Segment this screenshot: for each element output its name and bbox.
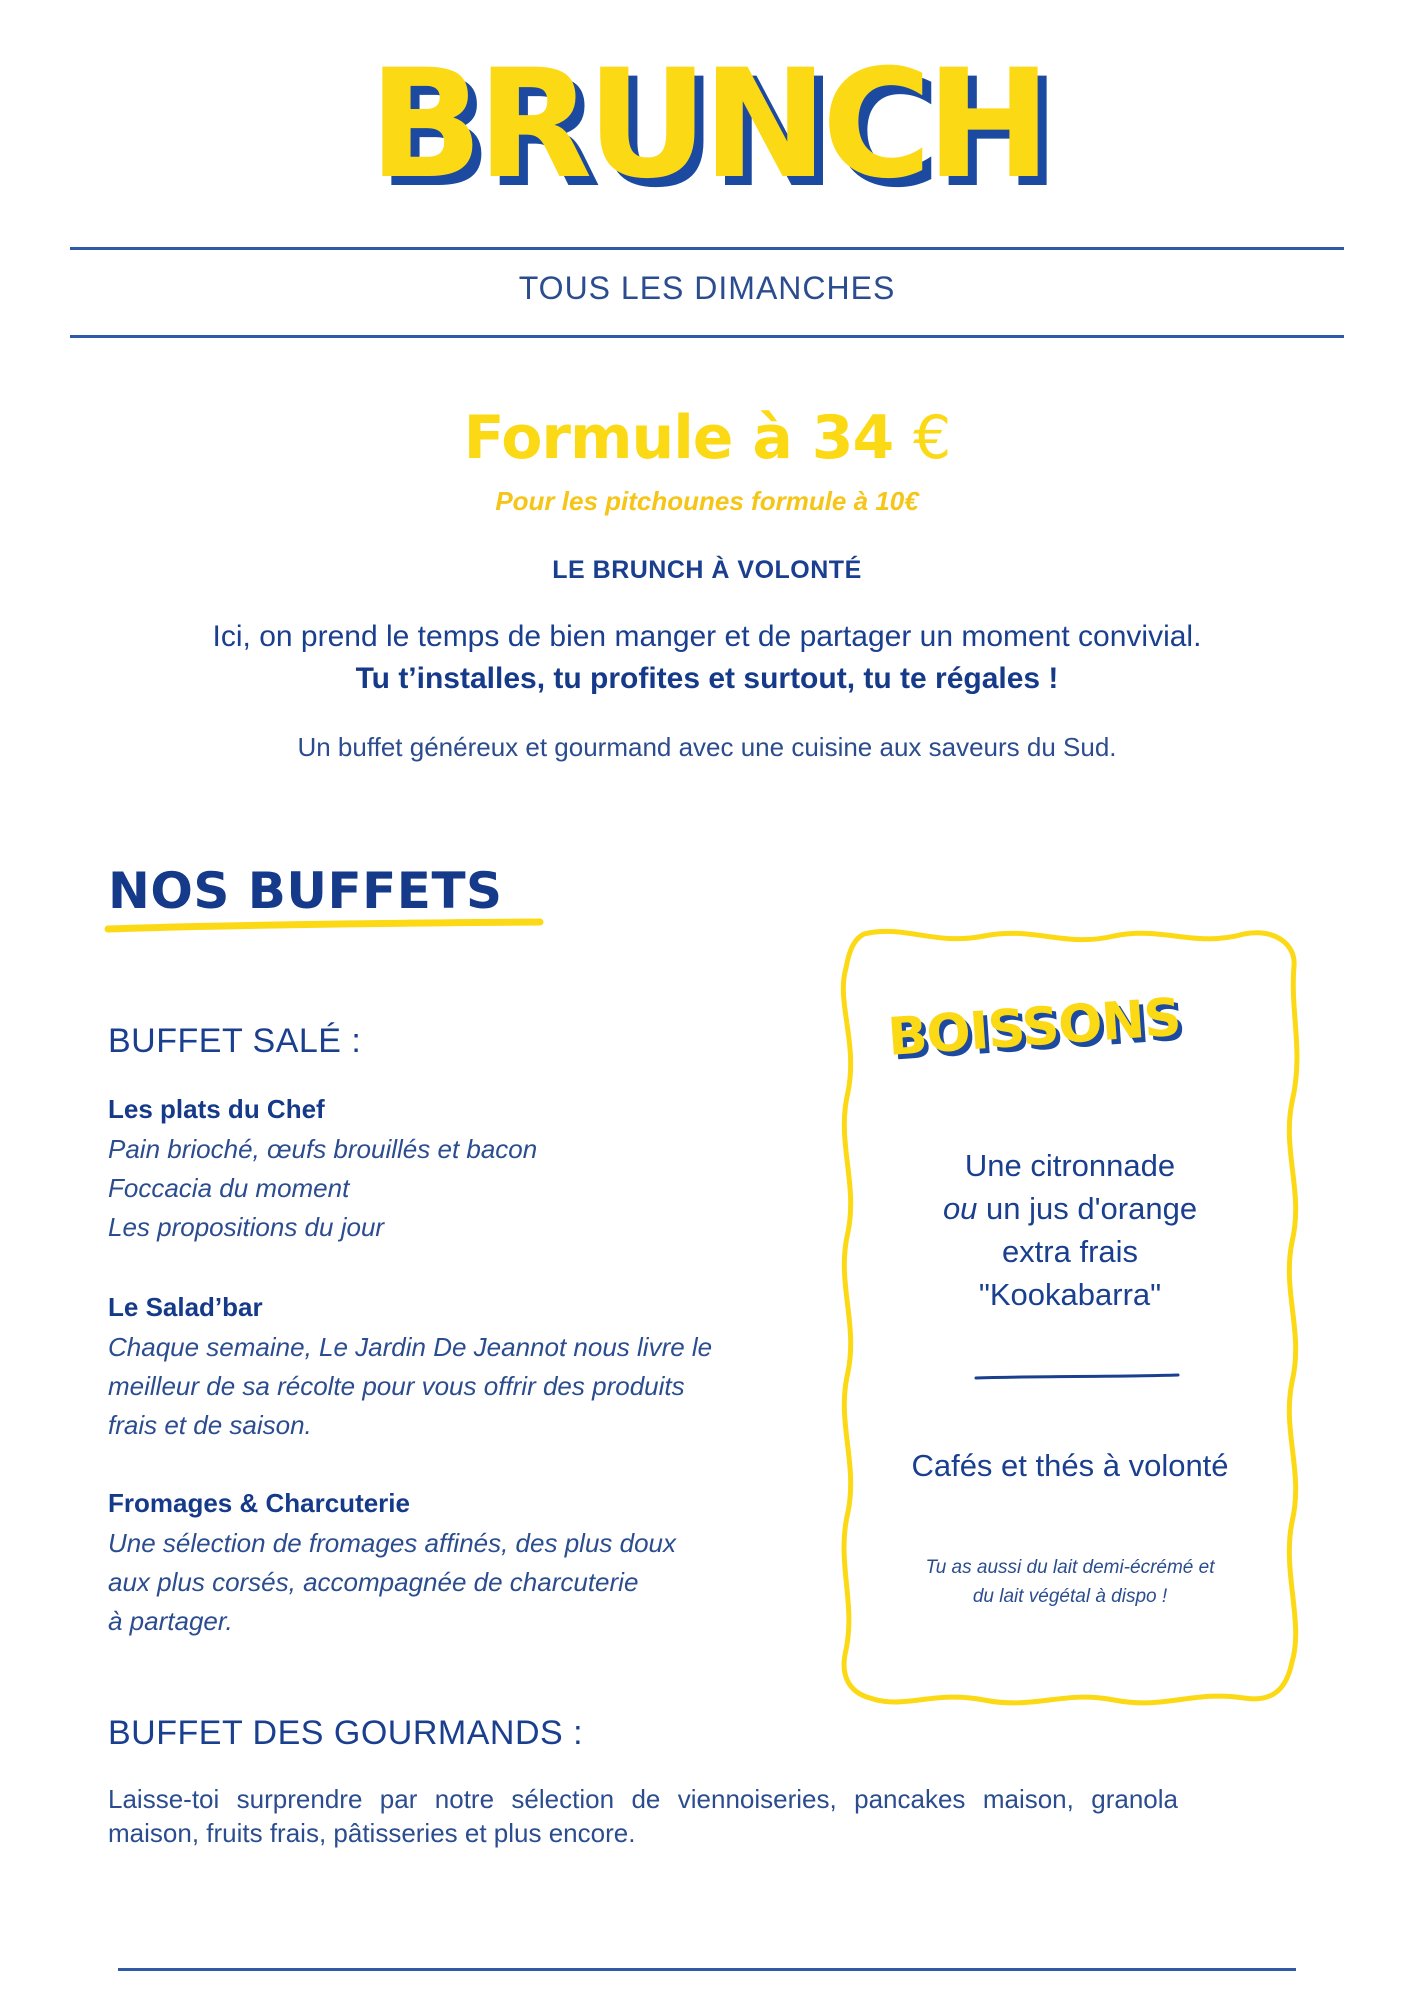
kids-formula: Pour les pitchounes formule à 10€ — [495, 486, 919, 516]
menu-item-title: Fromages & Charcuterie — [108, 1488, 410, 1518]
menu-item-description — [108, 1328, 808, 1445]
menu-item-line: frais et de saison. — [108, 1410, 312, 1440]
menu-item-line: Pain brioché, œufs brouillés et bacon — [108, 1134, 538, 1164]
buffets-heading-underline — [104, 916, 554, 936]
price-currency: € — [913, 403, 951, 473]
price-formula — [0, 402, 1414, 474]
milk-note — [870, 1553, 1270, 1611]
drink-line-2 — [844, 1187, 1296, 1230]
drink-line-1: Une citronnade — [964, 1148, 1176, 1183]
price-formula-label: Formule à 34 — [463, 403, 894, 473]
buffet-gourmands-description: Laisse-toi surprendre par notre sélection de viennoiseries, pancakes maison, granola maison, fruits frais, pâtisseries et plus encore. — [108, 1784, 1178, 1848]
drink-line-or: ou — [942, 1191, 978, 1226]
buffets-heading: NOS BUFFETS — [108, 862, 503, 920]
menu-item-line: aux plus corsés, accompagnée de charcuterie — [108, 1567, 639, 1597]
intro-line-1: Ici, on prend le temps de bien manger et de partager un moment convivial. — [212, 620, 1202, 653]
menu-item-line: Les propositions du jour — [108, 1212, 385, 1242]
drink-line-3: extra frais — [1001, 1234, 1139, 1269]
brunch-title: BRUNCH — [368, 38, 1046, 212]
menu-item-title: Les plats du Chef — [108, 1094, 325, 1124]
footer-rule — [118, 1968, 1296, 1971]
header-top-rule — [70, 247, 1344, 250]
coffee-tea-line: Cafés et thés à volonté — [911, 1448, 1229, 1483]
buffet-sale-heading: BUFFET SALÉ : — [108, 1022, 362, 1060]
milk-note-line: Tu as aussi du lait demi-écrémé et — [925, 1557, 1215, 1578]
brunch-tagline: LE BRUNCH À VOLONTÉ — [552, 556, 862, 584]
buffet-gourmands-heading: BUFFET DES GOURMANDS : — [108, 1714, 584, 1752]
menu-item-description — [108, 1524, 808, 1641]
menu-item-line: Une sélection de fromages affinés, des plus doux — [108, 1528, 677, 1558]
header-bottom-rule — [70, 335, 1344, 338]
menu-item-line: Foccacia du moment — [108, 1173, 350, 1203]
menu-item-title: Le Salad’bar — [108, 1292, 263, 1322]
menu-item-line: meilleur de sa récolte pour vous offrir des produits — [108, 1371, 685, 1401]
drinks-divider — [972, 1370, 1182, 1384]
intro-line-2: Tu t’installes, tu profites et surtout, tu te régales ! — [355, 662, 1059, 695]
drink-line-2-text: un jus d'orange — [977, 1191, 1198, 1226]
schedule-subtitle: TOUS LES DIMANCHES — [518, 270, 896, 306]
menu-item-line: à partager. — [108, 1606, 233, 1636]
drinks-heading: BOISSONS — [885, 987, 1183, 1068]
menu-item-line: Chaque semaine, Le Jardin De Jeannot nous livre le — [108, 1332, 713, 1362]
intro-line-3: Un buffet généreux et gourmand avec une cuisine aux saveurs du Sud. — [297, 732, 1117, 762]
menu-item-description — [108, 1130, 808, 1247]
drink-line-4: "Kookabarra" — [978, 1277, 1162, 1312]
milk-note-line: du lait végétal à dispo ! — [972, 1586, 1168, 1607]
